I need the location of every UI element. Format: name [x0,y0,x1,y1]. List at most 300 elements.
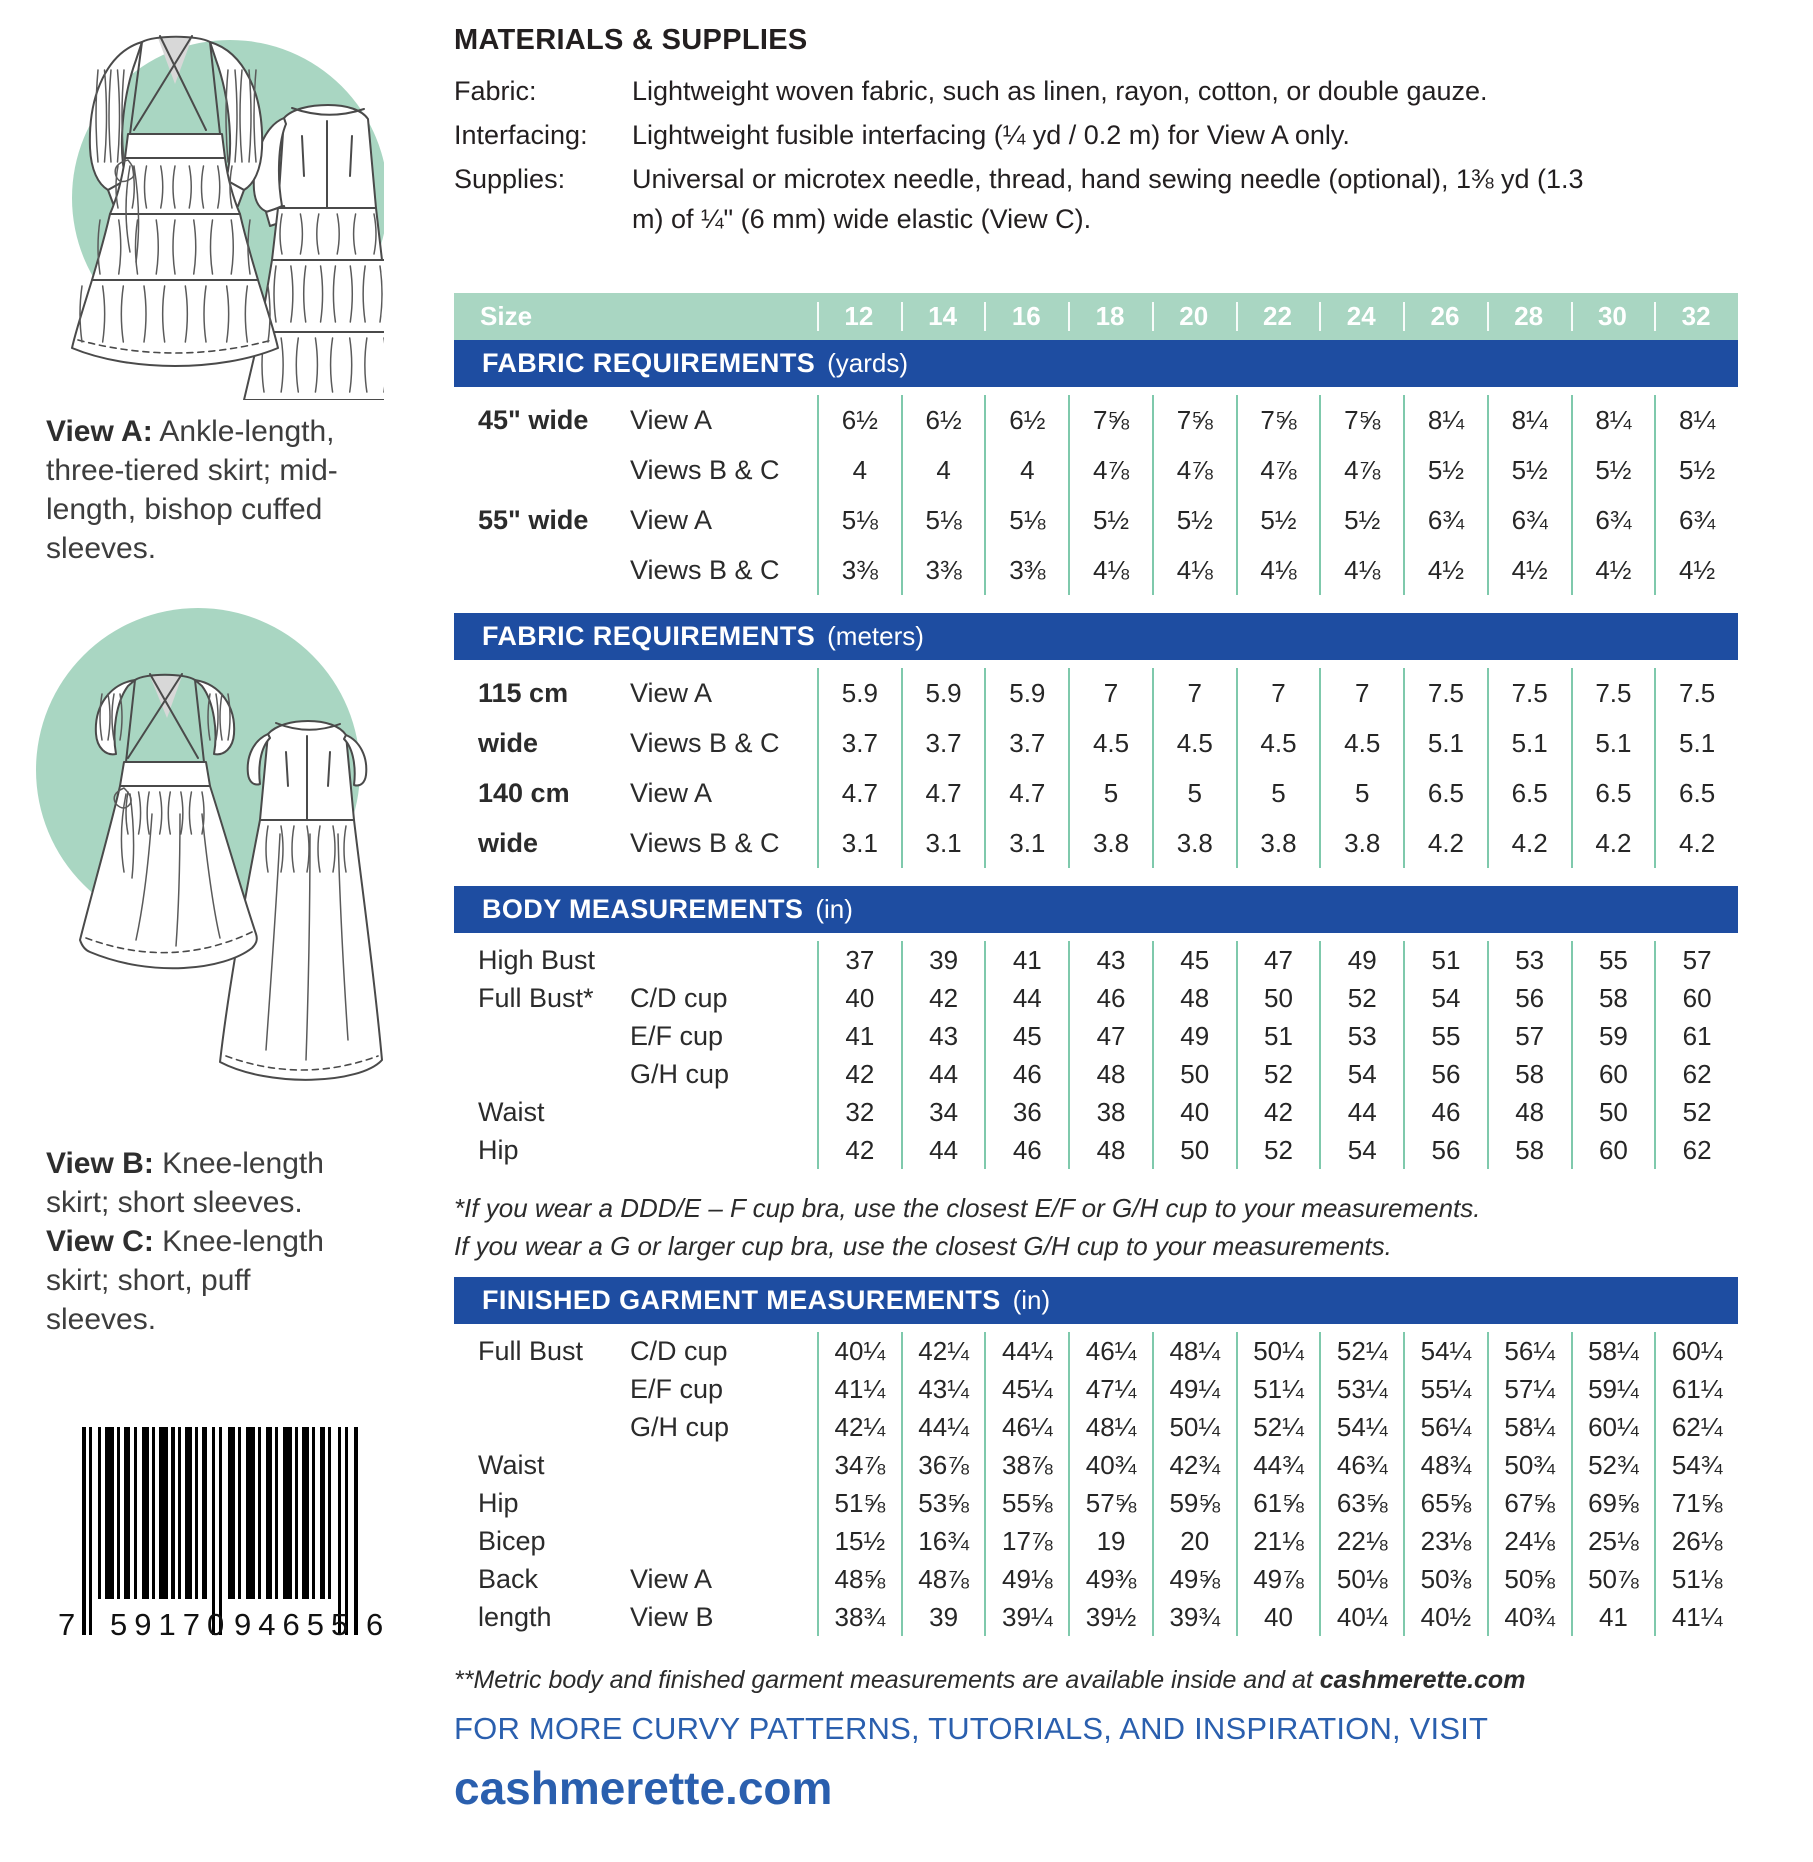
value-cell: 55 [1403,1017,1487,1055]
value-cell: 55¼ [1403,1370,1487,1408]
value-cell: 5½ [1068,495,1152,545]
value-cell: 5 [1068,768,1152,818]
value-cell: 5 [1319,768,1403,818]
value-cell: 48¾ [1403,1446,1487,1484]
size-col: 14 [901,293,985,340]
row-label-sub: E/F cup [630,1373,724,1404]
row-label-main: 45" wide [478,404,589,435]
value-cell: 52¼ [1236,1408,1320,1446]
barcode-digits-group1: 59170 [110,1607,232,1642]
value-cell: 57 [1654,941,1738,979]
view-b-illustration [28,572,384,1132]
value-cell: 46 [984,1055,1068,1093]
value-cell: 40 [817,979,901,1017]
value-cell: 39¼ [984,1598,1068,1636]
value-cell: 47 [1236,941,1320,979]
right-column [454,0,1738,1815]
barcode-bars [82,1427,358,1635]
section-title: FABRIC REQUIREMENTS [482,621,816,651]
value-cell: 50⅝ [1487,1560,1571,1598]
row-label [454,545,817,595]
value-cell: 57¼ [1487,1370,1571,1408]
value-cell: 55 [1571,941,1655,979]
value-cell: 7 [1152,668,1236,718]
size-col: 30 [1571,293,1655,340]
value-cell: 50 [1571,1093,1655,1131]
value-cell: 60 [1654,979,1738,1017]
value-cell: 6½ [817,395,901,445]
value-cell: 8¼ [1571,395,1655,445]
value-cell: 5⅛ [901,495,985,545]
value-cell: 44 [1319,1093,1403,1131]
value-cell: 61⅝ [1236,1484,1320,1522]
value-cell: 40¾ [1068,1446,1152,1484]
value-cell: 3⅜ [984,545,1068,595]
row-label-main: Waist [478,1449,545,1480]
metric-note [454,1666,1738,1695]
value-cell: 49 [1319,941,1403,979]
value-cell: 7 [1319,668,1403,718]
row-label-main: Hip [478,1487,519,1518]
value-cell: 4½ [1403,545,1487,595]
value-cell: 57 [1487,1017,1571,1055]
value-cell: 60 [1571,1055,1655,1093]
value-cell: 6¾ [1487,495,1571,545]
value-cell: 3⅜ [817,545,901,595]
value-cell: 58 [1571,979,1655,1017]
value-cell: 4.7 [984,768,1068,818]
row-label [454,1560,817,1598]
row-label [454,1522,817,1560]
row-label [454,768,817,818]
measurement-table [454,1324,1738,1640]
view-a-caption [46,412,364,568]
row-label-main: Bicep [478,1525,546,1556]
value-cell: 48⅝ [817,1560,901,1598]
value-cell: 6.5 [1487,768,1571,818]
value-cell: 5.9 [901,668,985,718]
row-label [454,1408,817,1446]
barcode-digit-right: 6 [366,1607,384,1642]
value-cell: 40 [1152,1093,1236,1131]
value-cell: 24⅛ [1487,1522,1571,1560]
value-cell: 3.7 [901,718,985,768]
metric-note-site: cashmerette.com [1319,1666,1526,1694]
barcode-digit-left: 7 [58,1607,76,1642]
size-col: 12 [817,293,901,340]
value-cell: 3.8 [1068,818,1152,868]
material-text: Universal or microtex needle, thread, hand sewing needle (optional), 1⅜ yd (1.3 m) of ¼" (6 mm) wide elastic (View C). [632,164,1584,234]
row-label [454,445,817,495]
value-cell: 50⅞ [1571,1560,1655,1598]
value-cell: 50⅜ [1403,1560,1487,1598]
value-cell: 5.1 [1403,718,1487,768]
value-cell: 49⅜ [1068,1560,1152,1598]
value-cell: 41 [984,941,1068,979]
value-cell: 52 [1236,1131,1320,1169]
cup-size-footnote [454,1189,1738,1265]
value-cell: 56¼ [1487,1332,1571,1370]
value-cell: 7.5 [1487,668,1571,718]
value-cell: 3.1 [984,818,1068,868]
view-a-illustration [28,8,384,400]
row-label-main: Back [478,1563,539,1594]
site-url: cashmerette.com [454,1762,833,1814]
row-label [454,1055,817,1093]
material-row-supplies [454,157,1738,239]
view-a-text: Ankle-length, three-tiered skirt; mid-length, bishop cuffed sleeves. [46,415,338,565]
value-cell: 8¼ [1403,395,1487,445]
value-cell: 62 [1654,1055,1738,1093]
material-label: Fabric: [454,76,537,106]
value-cell: 44 [901,1055,985,1093]
value-cell: 4⅞ [1068,445,1152,495]
row-label-main: wide [478,727,539,758]
value-cell: 58¼ [1571,1332,1655,1370]
value-cell: 62 [1654,1131,1738,1169]
measurement-table [454,660,1738,874]
value-cell: 44¼ [984,1332,1068,1370]
view-c-text: Knee-length skirt; short, puff sleeves. [46,1225,324,1336]
value-cell: 4.5 [1068,718,1152,768]
barcode-digits-group2: 94655 [234,1607,356,1642]
value-cell: 37 [817,941,901,979]
value-cell: 36 [984,1093,1068,1131]
measurement-table [454,387,1738,601]
row-label [454,1093,817,1131]
value-cell: 48⅞ [901,1560,985,1598]
material-row-fabric [454,69,1738,113]
value-cell: 5.1 [1571,718,1655,768]
value-cell: 59⅝ [1152,1484,1236,1522]
footnote-line: If you wear a G or larger cup bra, use the closest G/H cup to your measurements. [454,1231,1392,1261]
row-label-sub: Views B & C [630,727,780,758]
value-cell: 32 [817,1093,901,1131]
barcode [52,1423,384,1648]
value-cell: 7⅝ [1068,395,1152,445]
row-label-sub: C/D cup [630,1335,728,1366]
value-cell: 40¾ [1487,1598,1571,1636]
value-cell: 67⅝ [1487,1484,1571,1522]
row-label [454,1446,817,1484]
size-col: 16 [984,293,1068,340]
row-label-main: Full Bust* [478,982,594,1013]
value-cell: 6.5 [1403,768,1487,818]
value-cell: 48 [1152,979,1236,1017]
row-label-sub: View B [630,1601,714,1632]
value-cell: 42¼ [817,1408,901,1446]
value-cell: 4.2 [1571,818,1655,868]
value-cell: 5.1 [1487,718,1571,768]
value-cell: 49⅞ [1236,1560,1320,1598]
row-label [454,941,817,979]
value-cell: 58 [1487,1131,1571,1169]
row-label-sub: G/H cup [630,1058,730,1089]
value-cell: 52¼ [1319,1332,1403,1370]
value-cell: 41 [817,1017,901,1055]
value-cell: 47 [1068,1017,1152,1055]
value-cell: 3.8 [1236,818,1320,868]
value-cell: 6.5 [1654,768,1738,818]
value-cell: 46¾ [1319,1446,1403,1484]
section-title-suffix: (in) [815,894,853,924]
value-cell: 5 [1236,768,1320,818]
size-header-cells [817,293,1738,340]
value-cell: 25⅛ [1571,1522,1655,1560]
value-cell: 46 [1403,1093,1487,1131]
value-cell: 53¼ [1319,1370,1403,1408]
value-cell: 53⅝ [901,1484,985,1522]
value-cell: 41¼ [1654,1598,1738,1636]
value-cell: 53 [1319,1017,1403,1055]
value-cell: 46¼ [1068,1332,1152,1370]
value-cell: 56 [1403,1055,1487,1093]
value-cell: 42 [817,1131,901,1169]
value-cell: 4.2 [1487,818,1571,868]
value-cell: 59 [1571,1017,1655,1055]
value-cell: 22⅛ [1319,1522,1403,1560]
size-col: 22 [1236,293,1320,340]
value-cell: 61 [1654,1017,1738,1055]
value-cell: 51⅛ [1654,1560,1738,1598]
value-cell: 50⅛ [1319,1560,1403,1598]
value-cell: 39 [901,941,985,979]
value-cell: 42¾ [1152,1446,1236,1484]
row-label-main: High Bust [478,944,596,975]
row-label [454,718,817,768]
value-cell: 20 [1152,1522,1236,1560]
value-cell: 42¼ [901,1332,985,1370]
row-label [454,979,817,1017]
value-cell: 43 [1068,941,1152,979]
value-cell: 48 [1068,1131,1152,1169]
value-cell: 7 [1068,668,1152,718]
value-cell: 5½ [1152,495,1236,545]
value-cell: 61¼ [1654,1370,1738,1408]
row-label-sub: Views B & C [630,554,780,585]
value-cell: 5½ [1487,445,1571,495]
value-cell: 58¼ [1487,1408,1571,1446]
value-cell: 5.9 [984,668,1068,718]
value-cell: 4⅛ [1236,545,1320,595]
row-label [454,495,817,545]
value-cell: 62¼ [1654,1408,1738,1446]
value-cell: 38⅞ [984,1446,1068,1484]
value-cell: 54 [1319,1055,1403,1093]
value-cell: 4½ [1654,545,1738,595]
value-cell: 42 [901,979,985,1017]
view-b-text: Knee-length skirt; short sleeves. [46,1147,324,1219]
value-cell: 40¼ [1319,1598,1403,1636]
value-cell: 26⅛ [1654,1522,1738,1560]
value-cell: 4 [817,445,901,495]
value-cell: 51 [1403,941,1487,979]
row-label [454,1017,817,1055]
value-cell: 6¾ [1571,495,1655,545]
value-cell: 50¾ [1487,1446,1571,1484]
size-col: 32 [1654,293,1738,340]
value-cell: 4⅞ [1319,445,1403,495]
value-cell: 19 [1068,1522,1152,1560]
value-cell: 51¼ [1236,1370,1320,1408]
row-label [454,818,817,868]
value-cell: 4⅛ [1319,545,1403,595]
value-cell: 45¼ [984,1370,1068,1408]
row-label-sub: Views B & C [630,827,780,858]
value-cell: 4⅞ [1236,445,1320,495]
value-cell: 7 [1236,668,1320,718]
value-cell: 44¾ [1236,1446,1320,1484]
size-col: 28 [1487,293,1571,340]
value-cell: 63⅝ [1319,1484,1403,1522]
value-cell: 5⅛ [984,495,1068,545]
value-cell: 5½ [1654,445,1738,495]
value-cell: 54¼ [1319,1408,1403,1446]
section-band [454,886,1738,933]
section-title: FINISHED GARMENT MEASUREMENTS [482,1285,1001,1315]
value-cell: 4.5 [1236,718,1320,768]
value-cell: 42 [1236,1093,1320,1131]
row-label [454,1131,817,1169]
value-cell: 43¼ [901,1370,985,1408]
material-row-interfacing [454,113,1738,157]
value-cell: 38 [1068,1093,1152,1131]
value-cell: 5 [1152,768,1236,818]
value-cell: 40½ [1403,1598,1487,1636]
value-cell: 6½ [984,395,1068,445]
row-label-main: 115 cm [478,677,569,708]
section-band [454,1277,1738,1324]
value-cell: 4½ [1571,545,1655,595]
section-band [454,613,1738,660]
value-cell: 43 [901,1017,985,1055]
value-cell: 4.7 [901,768,985,818]
value-cell: 45 [1152,941,1236,979]
value-cell: 44 [984,979,1068,1017]
row-label-main: 140 cm [478,777,570,808]
cta-text: FOR MORE CURVY PATTERNS, TUTORIALS, AND INSPIRATION, VISIT [454,1711,1489,1746]
left-column [28,8,384,1648]
value-cell: 7.5 [1571,668,1655,718]
value-cell: 42 [817,1055,901,1093]
value-cell: 49¼ [1152,1370,1236,1408]
section-band [454,340,1738,387]
value-cell: 39¾ [1152,1598,1236,1636]
value-cell: 6¾ [1403,495,1487,545]
value-cell: 47¼ [1068,1370,1152,1408]
value-cell: 52 [1319,979,1403,1017]
row-label-main: Full Bust [478,1335,584,1366]
value-cell: 7⅝ [1319,395,1403,445]
value-cell: 59¼ [1571,1370,1655,1408]
size-col: 24 [1319,293,1403,340]
value-cell: 4½ [1487,545,1571,595]
value-cell: 17⅞ [984,1522,1068,1560]
value-cell: 46¼ [984,1408,1068,1446]
tables-host [454,340,1738,1640]
value-cell: 39 [901,1598,985,1636]
value-cell: 50¼ [1236,1332,1320,1370]
value-cell: 3.8 [1152,818,1236,868]
view-c-label: View C: [46,1225,154,1258]
row-label-sub: G/H cup [630,1411,730,1442]
value-cell: 5.1 [1654,718,1738,768]
value-cell: 53 [1487,941,1571,979]
value-cell: 40¼ [817,1332,901,1370]
metric-note-text: **Metric body and finished garment measurements are available inside and at [454,1666,1320,1694]
value-cell: 40 [1236,1598,1320,1636]
value-cell: 3.8 [1319,818,1403,868]
value-cell: 46 [1068,979,1152,1017]
value-cell: 49 [1152,1017,1236,1055]
value-cell: 4⅛ [1152,545,1236,595]
value-cell: 56 [1403,1131,1487,1169]
value-cell: 50 [1152,1055,1236,1093]
value-cell: 7.5 [1403,668,1487,718]
value-cell: 50 [1236,979,1320,1017]
view-b-label: View B: [46,1147,154,1180]
value-cell: 49⅛ [984,1560,1068,1598]
value-cell: 54¾ [1654,1446,1738,1484]
value-cell: 58 [1487,1055,1571,1093]
row-label-sub: View A [630,677,713,708]
row-label [454,395,817,445]
value-cell: 4.2 [1654,818,1738,868]
value-cell: 56 [1487,979,1571,1017]
row-label-sub: Views B & C [630,454,780,485]
value-cell: 6.5 [1571,768,1655,818]
value-cell: 36⅞ [901,1446,985,1484]
value-cell: 39½ [1068,1598,1152,1636]
row-label-main: Hip [478,1134,519,1165]
section-title: BODY MEASUREMENTS [482,894,804,924]
value-cell: 8¼ [1654,395,1738,445]
value-cell: 5.9 [817,668,901,718]
view-bc-caption [46,1144,364,1339]
value-cell: 56¼ [1403,1408,1487,1446]
size-col: 26 [1403,293,1487,340]
row-label-main: Waist [478,1096,545,1127]
value-cell: 51 [1236,1017,1320,1055]
value-cell: 48 [1487,1093,1571,1131]
value-cell: 3.1 [901,818,985,868]
value-cell: 54¼ [1403,1332,1487,1370]
materials-title: MATERIALS & SUPPLIES [454,24,808,56]
value-cell: 50¼ [1152,1408,1236,1446]
value-cell: 5⅛ [817,495,901,545]
size-header [454,293,1738,340]
value-cell: 65⅝ [1403,1484,1487,1522]
material-text: Lightweight fusible interfacing (¼ yd / 0.2 m) for View A only. [632,120,1350,150]
value-cell: 57⅝ [1068,1484,1152,1522]
value-cell: 44¼ [901,1408,985,1446]
row-label [454,1332,817,1370]
section-title-suffix: (meters) [827,621,924,651]
value-cell: 4⅛ [1068,545,1152,595]
value-cell: 4.2 [1403,818,1487,868]
value-cell: 46 [984,1131,1068,1169]
value-cell: 5½ [1571,445,1655,495]
value-cell: 4 [984,445,1068,495]
row-label-main: 55" wide [478,504,589,535]
material-label: Interfacing: [454,120,588,150]
section-title: FABRIC REQUIREMENTS [482,348,816,378]
value-cell: 49⅝ [1152,1560,1236,1598]
measurement-table [454,933,1738,1173]
value-cell: 4 [901,445,985,495]
value-cell: 52 [1236,1055,1320,1093]
value-cell: 48 [1068,1055,1152,1093]
